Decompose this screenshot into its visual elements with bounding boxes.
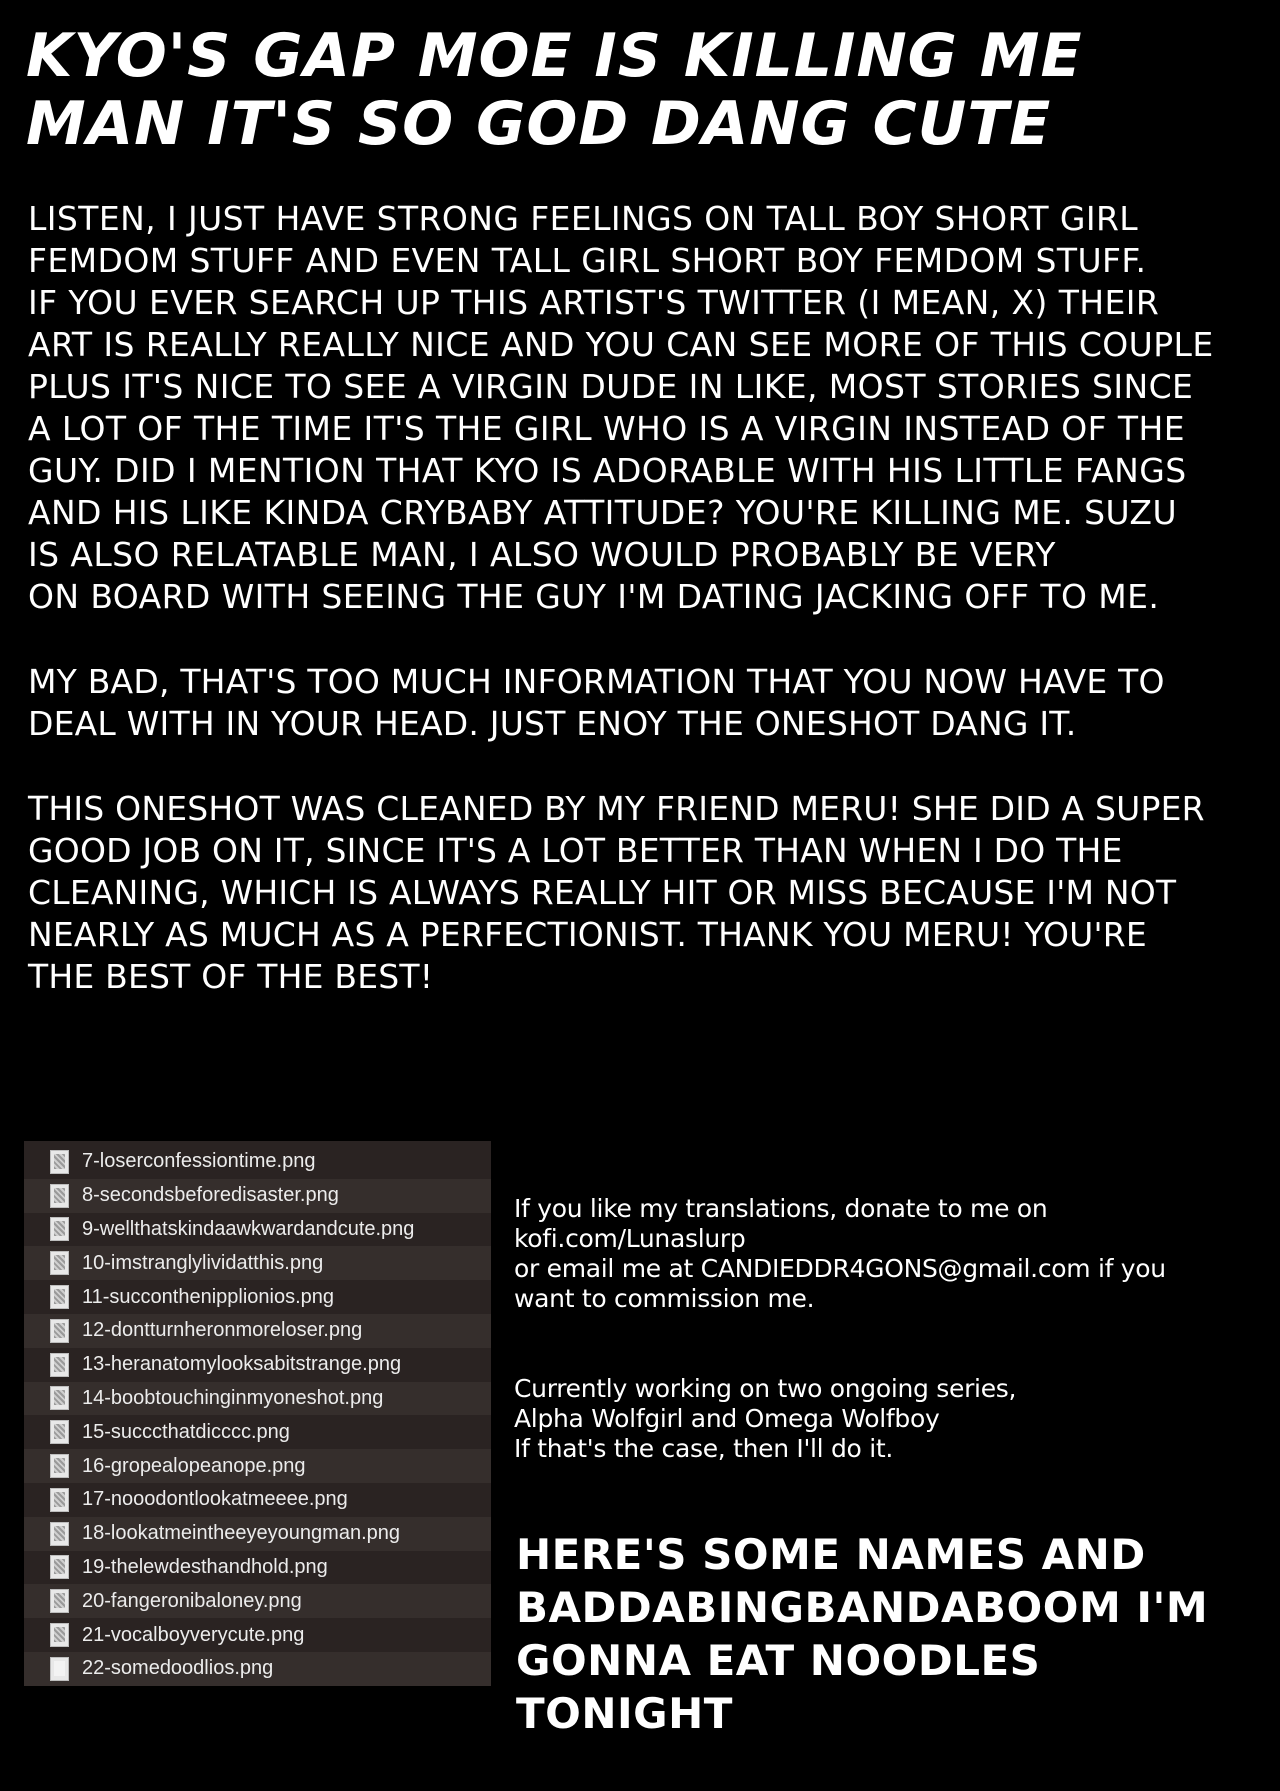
file-name: 14-boobtouchinginmyoneshot.png bbox=[82, 1386, 384, 1409]
file-row[interactable] bbox=[24, 1145, 491, 1179]
file-name: 15-succcthatdicccc.png bbox=[82, 1420, 290, 1443]
file-row[interactable] bbox=[24, 1382, 491, 1416]
file-name: 11-succonthenipplionios.png bbox=[82, 1285, 335, 1308]
file-row[interactable] bbox=[24, 1179, 491, 1213]
page-title: KYO'S GAP MOE IS KILLING ME MAN IT'S SO GOD DANG CUTE bbox=[26, 21, 1083, 159]
file-name: 18-lookatmeintheeyeyoungman.png bbox=[82, 1522, 400, 1545]
file-row[interactable] bbox=[24, 1618, 491, 1652]
file-row[interactable] bbox=[24, 1483, 491, 1517]
file-row[interactable] bbox=[24, 1652, 491, 1686]
file-name: 21-vocalboyverycute.png bbox=[82, 1623, 305, 1646]
file-name: 22-somedoodlios.png bbox=[82, 1657, 274, 1680]
file-row[interactable] bbox=[24, 1280, 491, 1314]
file-row[interactable] bbox=[24, 1314, 491, 1348]
image-file-icon bbox=[50, 1420, 69, 1444]
translator-note bbox=[514, 1164, 1254, 1524]
image-file-icon bbox=[50, 1184, 69, 1208]
file-row[interactable] bbox=[24, 1449, 491, 1483]
donate-text: If you like my translations, donate to me on kofi.com/Lunaslurp or email me at CANDIEDDR4GONS@gmail.com if you want to commission me. bbox=[514, 1194, 1166, 1313]
image-file-icon bbox=[50, 1150, 69, 1174]
commentary-paragraph-3: THIS ONESHOT WAS CLEANED BY MY FRIEND MERU! SHE DID A SUPER GOOD JOB ON IT, SINCE IT'S A LOT BETTER THAN WHEN I DO THE CLEANING, WHICH IS ALWAYS REALLY HIT OR MISS BECAUSE I'M NOT NEARLY AS MUCH AS A PERFECTIONIST. THANK YOU MERU! YOU'RE THE BEST OF THE BEST! bbox=[28, 789, 1205, 996]
image-file-icon bbox=[50, 1454, 69, 1478]
file-name: 9-wellthatskindaawkwardandcute.png bbox=[82, 1217, 415, 1240]
blank-file-icon bbox=[50, 1657, 69, 1681]
image-file-icon bbox=[50, 1353, 69, 1377]
image-file-icon bbox=[50, 1386, 69, 1410]
file-row[interactable] bbox=[24, 1584, 491, 1618]
file-row[interactable] bbox=[24, 1415, 491, 1449]
commentary-paragraph-1: LISTEN, I JUST HAVE STRONG FEELINGS ON TALL BOY SHORT GIRL FEMDOM STUFF AND EVEN TALL GIRL SHORT BOY FEMDOM STUFF. IF YOU EVER SEARCH UP THIS ARTIST'S TWITTER (I MEAN, X) THEIR ART IS REALLY REALLY NICE AND YOU CAN SEE MORE OF THIS COUPLE PLUS IT'S NICE TO SEE A VIRGIN DUDE IN LIKE, MOST STORIES SINCE A LOT OF THE TIME IT'S THE GIRL WHO IS A VIRGIN INSTEAD OF THE GUY. DID I MENTION THAT KYO IS ADORABLE WITH HIS LITTLE FANGS AND HIS LIKE KINDA CRYBABY ATTITUDE? YOU'RE KILLING ME. SUZU IS ALSO RELATABLE MAN, I ALSO WOULD PROBABLY BE VERY ON BOARD WITH SEEING THE GUY I'M DATING JACKING OFF TO ME. bbox=[28, 199, 1214, 616]
file-name: 13-heranatomylooksabitstrange.png bbox=[82, 1353, 402, 1376]
image-file-icon bbox=[50, 1522, 69, 1546]
file-list bbox=[24, 1141, 491, 1681]
file-name: 12-dontturnheronmoreloser.png bbox=[82, 1319, 363, 1342]
file-name: 10-imstranglylividatthis.png bbox=[82, 1251, 324, 1274]
outro-text: HERE'S SOME NAMES AND BADDABINGBANDABOOM I'M GONNA EAT NOODLES TONIGHT bbox=[516, 1530, 1209, 1738]
file-name: 8-secondsbeforedisaster.png bbox=[82, 1184, 339, 1207]
series-text: Currently working on two ongoing series, Alpha Wolfgirl and Omega Wolfboy If that's the case, then I'll do it. bbox=[514, 1374, 1017, 1463]
image-file-icon bbox=[50, 1589, 69, 1613]
commentary-paragraph-2: MY BAD, THAT'S TOO MUCH INFORMATION THAT YOU NOW HAVE TO DEAL WITH IN YOUR HEAD. JUST ENOY THE ONESHOT DANG IT. bbox=[28, 662, 1165, 743]
image-file-icon bbox=[50, 1319, 69, 1343]
file-name: 17-nooodontlookatmeeee.png bbox=[82, 1488, 348, 1511]
image-file-icon bbox=[50, 1623, 69, 1647]
commentary bbox=[28, 198, 1268, 1041]
image-file-icon bbox=[50, 1251, 69, 1275]
image-file-icon bbox=[50, 1285, 69, 1309]
image-file-icon bbox=[50, 1488, 69, 1512]
file-name: 20-fangeronibaloney.png bbox=[82, 1589, 302, 1612]
file-row[interactable] bbox=[24, 1246, 491, 1280]
file-row[interactable] bbox=[24, 1517, 491, 1551]
file-row[interactable] bbox=[24, 1348, 491, 1382]
image-file-icon bbox=[50, 1555, 69, 1579]
file-row[interactable] bbox=[24, 1551, 491, 1585]
file-row[interactable] bbox=[24, 1213, 491, 1247]
file-name: 16-gropealopeanope.png bbox=[82, 1454, 306, 1477]
image-file-icon bbox=[50, 1217, 69, 1241]
file-name: 19-thelewdesthandhold.png bbox=[82, 1555, 328, 1578]
file-name: 7-loserconfessiontime.png bbox=[82, 1150, 316, 1173]
